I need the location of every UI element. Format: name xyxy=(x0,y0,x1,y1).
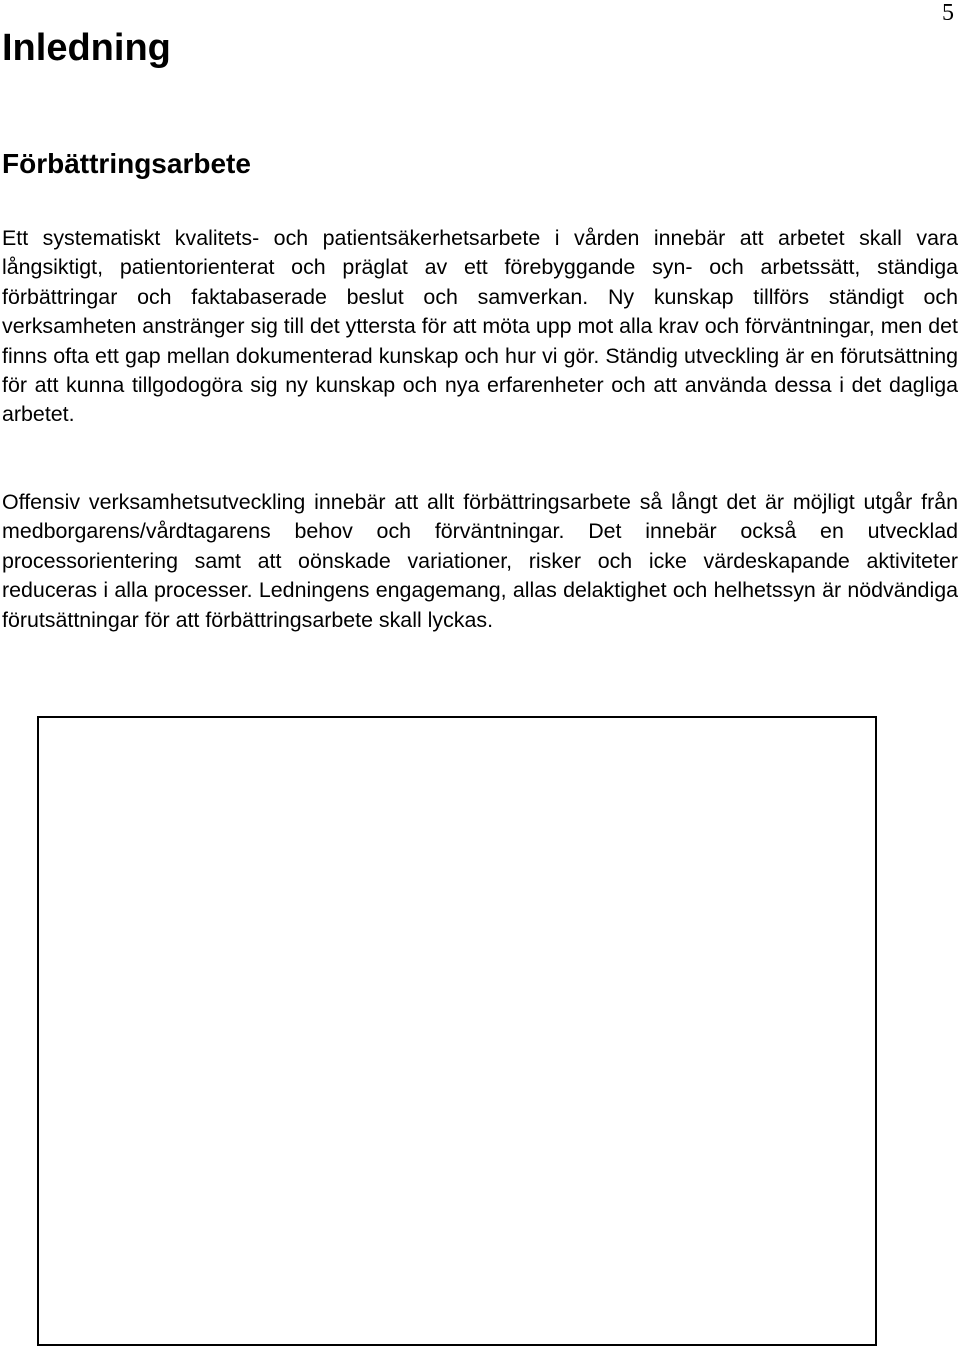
chapter-title: Inledning xyxy=(2,27,171,69)
paragraph-2: Offensiv verksamhetsutveckling innebär att allt förbättringsarbete så långt det är möjligt utgår från medborgarens/vårdtagarens behov och förväntningar. Det innebär också en utvecklad processorientering samt att oönskade variationer, risker och icke värdeskapande aktiviteter reduceras i alla processer. Ledningens engagemang, allas delaktighet och helhetssyn är nödvändiga förutsättningar för att förbättringsarbete skall lyckas. xyxy=(2,490,958,632)
figure-frame xyxy=(37,716,877,1346)
paragraph-1: Ett systematiskt kvalitets- och patientsäkerhetsarbete i vården innebär att arbetet skall vara långsiktigt, patientorienterat och präglat av ett förebyggande syn- och arbetssätt, ständiga förbättringar och faktabaserade beslut och samverkan. Ny kunskap tillförs ständigt och verksamheten anstränger sig till det yttersta för att möta upp mot alla krav och förväntningar, men det finns ofta ett gap mellan dokumenterad kunskap och hur vi gör. Ständig utveckling är en förutsättning för att kunna tillgodogöra sig ny kunskap och nya erfarenheter och att använda dessa i det dagliga arbetet. xyxy=(2,226,958,427)
section-title: Förbättringsarbete xyxy=(2,148,251,179)
page-number: 5 xyxy=(942,0,954,26)
